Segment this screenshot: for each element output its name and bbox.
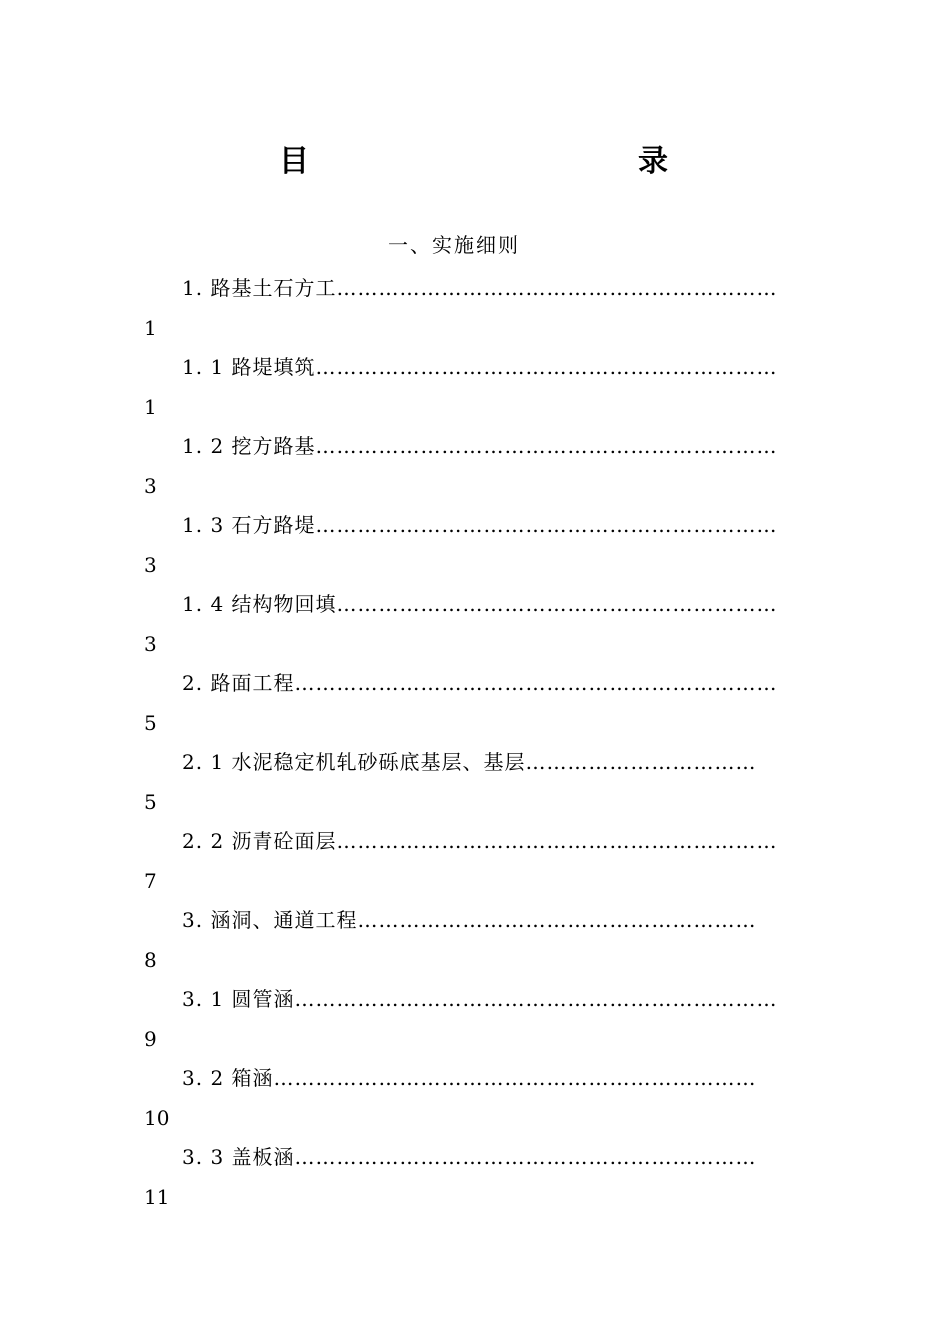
toc-entry [0, 1142, 950, 1222]
toc-entry-text: 1. 2 挖方路基………………………………………………………… [182, 434, 778, 458]
toc-entry-page: 9 [144, 1027, 157, 1051]
toc-entry-text: 2. 路面工程…………………………………………………………… [182, 671, 778, 695]
toc-entry-page: 1 [144, 316, 157, 340]
toc-entry-text: 1. 路基土石方工……………………………………………………… [182, 276, 778, 300]
toc-entry [0, 273, 950, 353]
toc-entry-text: 3. 1 圆管涵…………………………………………………………… [182, 987, 778, 1011]
toc-entry-page: 3 [144, 632, 157, 656]
toc-entry-page: 5 [144, 711, 157, 735]
toc-entry [0, 510, 950, 590]
toc-entry [0, 352, 950, 432]
toc-entry-page: 5 [144, 790, 157, 814]
toc-title-right: 录 [638, 144, 668, 179]
toc-entry [0, 984, 950, 1064]
toc-entry [0, 1063, 950, 1143]
toc-entry-page: 7 [144, 869, 157, 893]
toc-entry [0, 431, 950, 511]
toc-entry-page: 8 [144, 948, 157, 972]
toc-entry [0, 668, 950, 748]
toc-entry [0, 826, 950, 906]
toc-entry-page: 1 [144, 395, 157, 419]
toc-title-left: 目 [279, 144, 309, 179]
toc-entry-page: 3 [144, 474, 157, 498]
toc-entry-text: 2. 2 沥青砼面层……………………………………………………… [182, 829, 778, 853]
toc-entry-text: 3. 2 箱涵…………………………………………………………… [182, 1066, 757, 1090]
section-heading: 一、实施细则 [388, 233, 520, 257]
toc-entry-page: 10 [144, 1106, 170, 1130]
toc-entry-text: 1. 4 结构物回填……………………………………………………… [182, 592, 778, 616]
toc-entry-page: 11 [144, 1185, 170, 1209]
toc-entry [0, 589, 950, 669]
toc-entry [0, 905, 950, 985]
toc-entry-text: 3. 涵洞、通道工程………………………………………………… [182, 908, 757, 932]
toc-entry-page: 3 [144, 553, 157, 577]
toc-entry-text: 2. 1 水泥稳定机轧砂砾底基层、基层…………………………… [182, 750, 757, 774]
toc-entry [0, 747, 950, 827]
toc-entry-text: 1. 3 石方路堤………………………………………………………… [182, 513, 778, 537]
toc-entry-text: 1. 1 路堤填筑………………………………………………………… [182, 355, 778, 379]
toc-entry-text: 3. 3 盖板涵………………………………………………………… [182, 1145, 757, 1169]
